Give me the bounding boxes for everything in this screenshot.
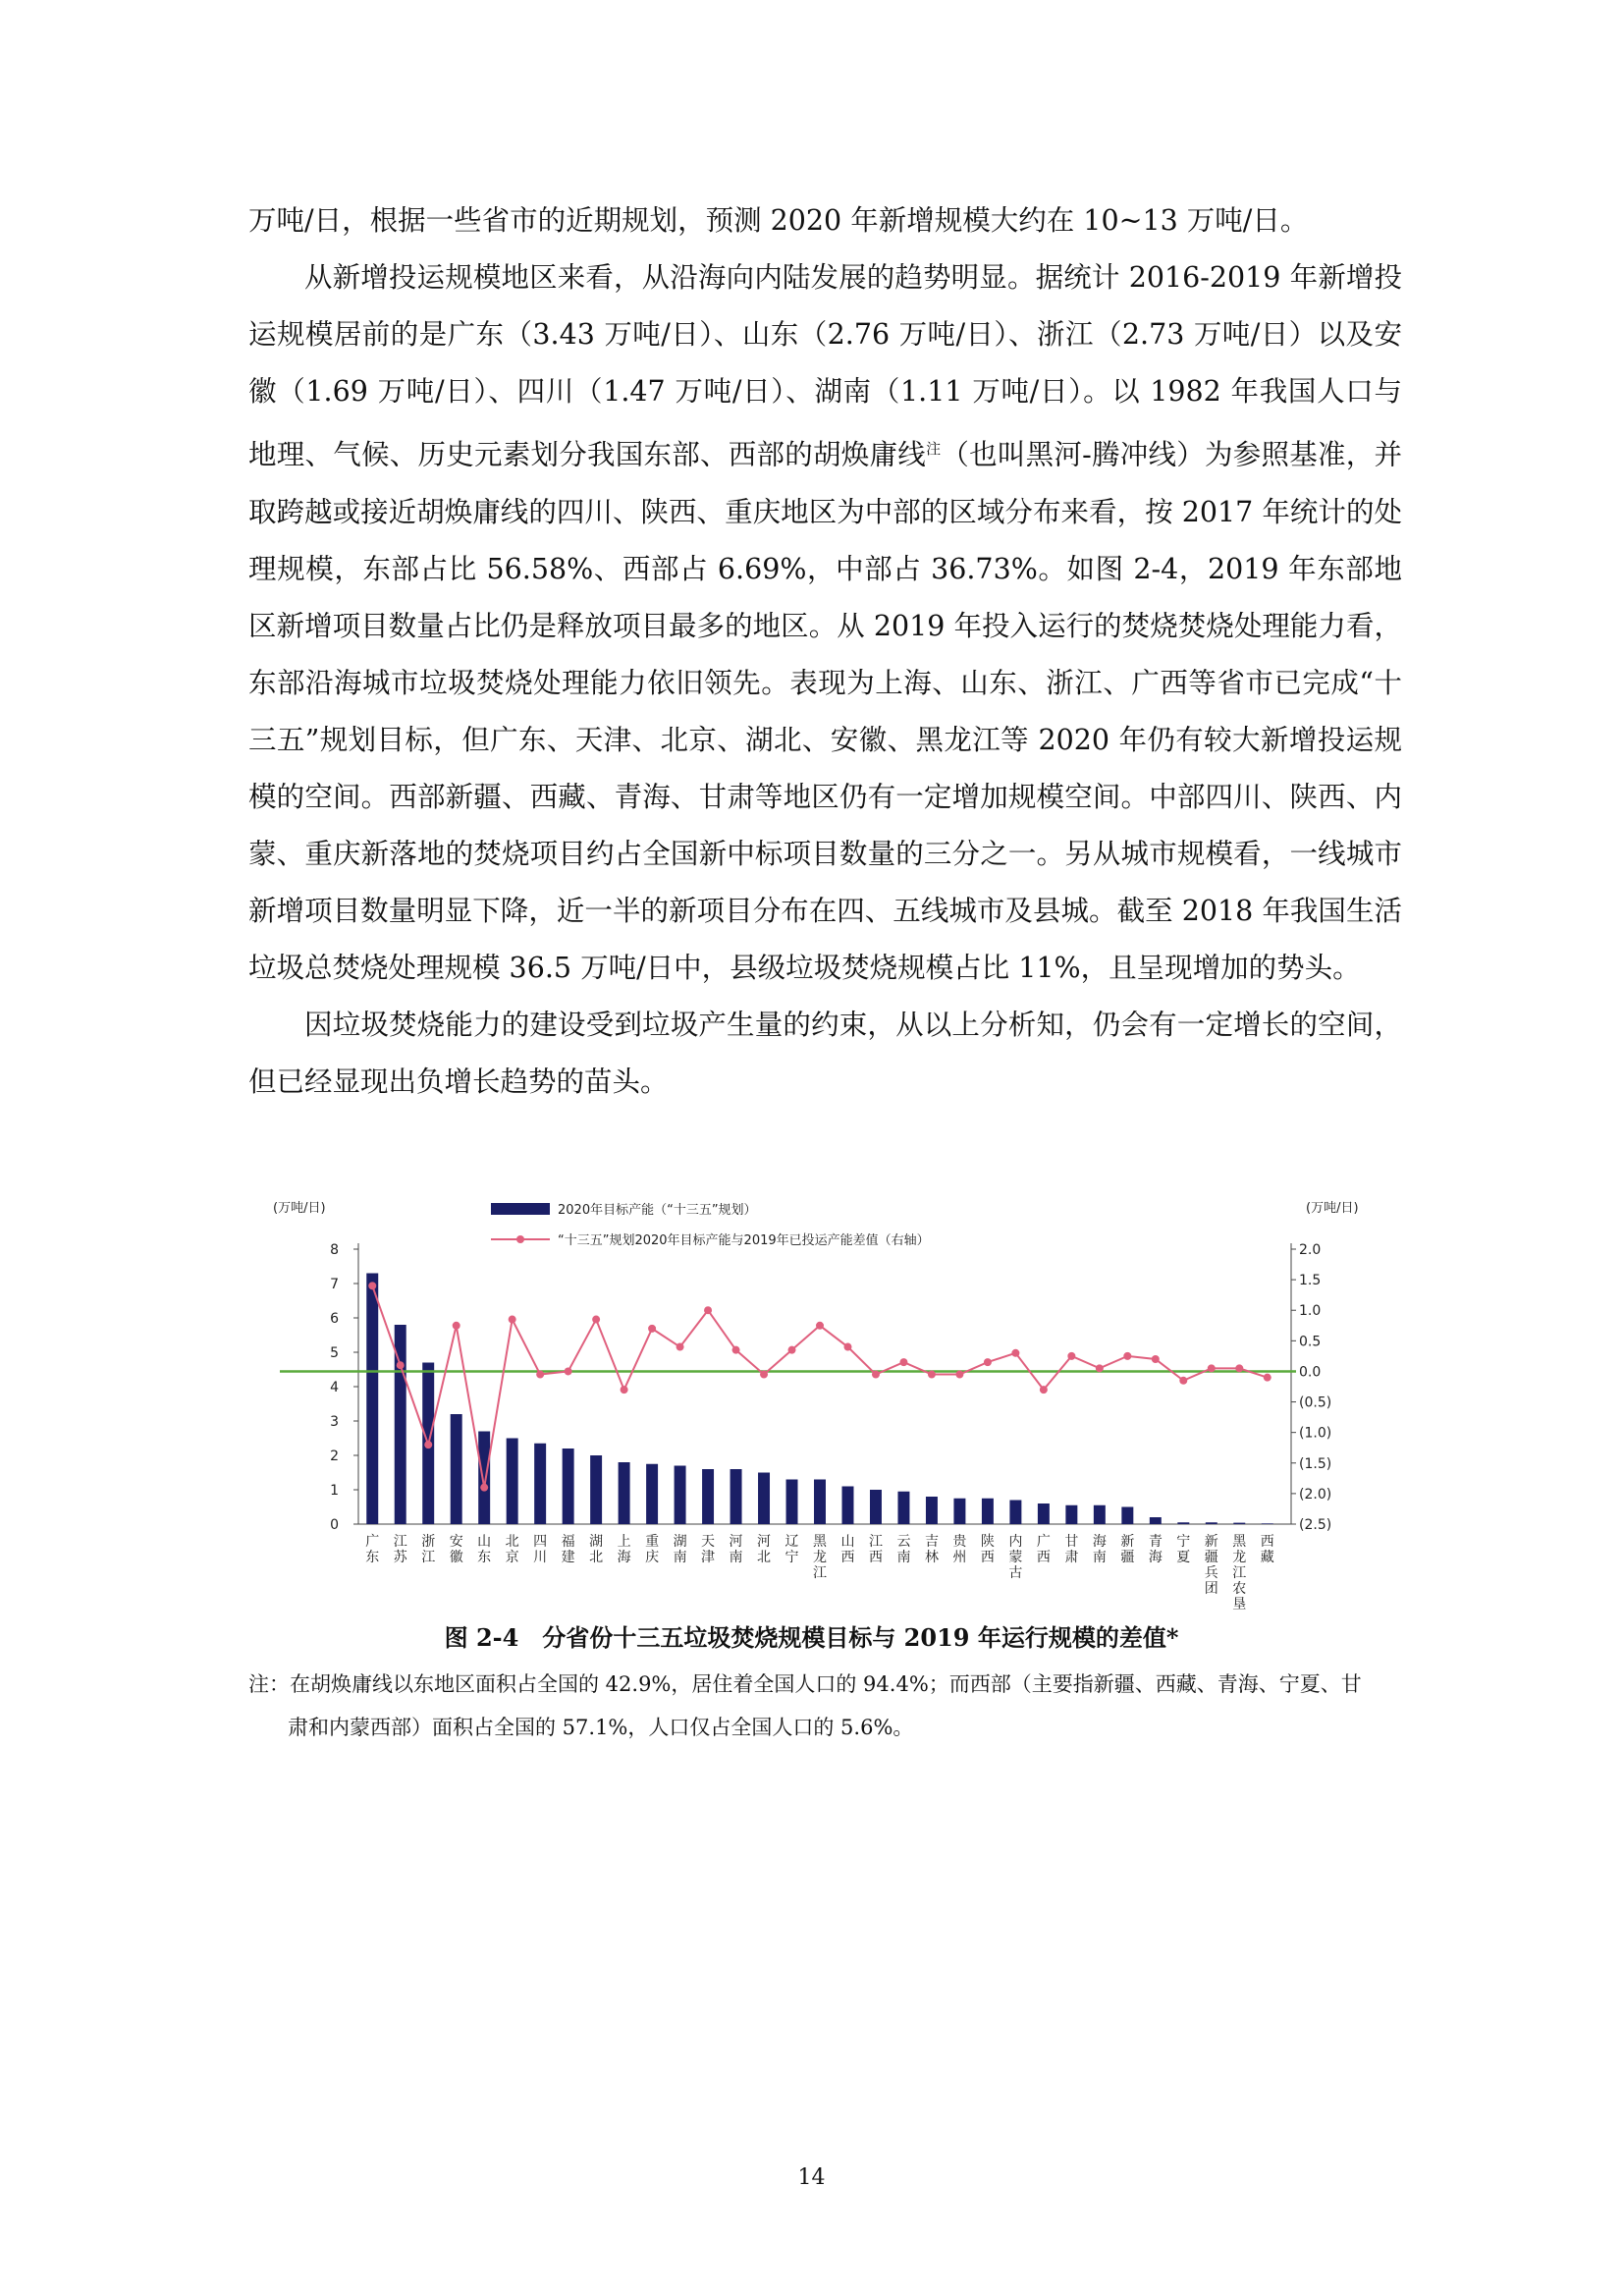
right-tick-label: 2.0 — [1299, 1242, 1322, 1258]
left-tick-label: 5 — [330, 1345, 339, 1361]
category-label: 青海 — [1148, 1534, 1163, 1565]
right-tick-label: (1.0) — [1299, 1425, 1332, 1442]
line-point — [732, 1346, 740, 1354]
line-point — [899, 1358, 907, 1366]
category-label: 浙江 — [421, 1534, 436, 1565]
bar — [1009, 1501, 1021, 1525]
bar — [1262, 1523, 1273, 1524]
category-label: 重庆 — [645, 1534, 660, 1565]
figure-caption: 图 2-4 分省份十三五垃圾焚烧规模目标与 2019 年运行规模的差值* — [444, 1623, 1179, 1652]
bar — [590, 1455, 602, 1524]
right-tick-label: (0.5) — [1299, 1394, 1332, 1411]
line-point — [453, 1322, 460, 1330]
category-label: 湖北 — [589, 1534, 604, 1565]
bar — [1121, 1507, 1133, 1525]
page-number: 14 — [797, 2165, 826, 2190]
left-axis-unit: (万吨/日) — [273, 1201, 326, 1216]
left-tick-label: 7 — [330, 1277, 339, 1292]
line-point — [621, 1386, 628, 1394]
line-point — [1235, 1364, 1243, 1372]
line-point — [676, 1343, 684, 1351]
legend-line-marker — [516, 1235, 524, 1243]
line-point — [592, 1316, 600, 1324]
category-label: 吉林 — [924, 1534, 939, 1565]
bar — [507, 1439, 518, 1525]
legend-bar-label: 2020年目标产能（“十三五”规划） — [558, 1203, 757, 1218]
right-tick-label: 1.0 — [1299, 1303, 1322, 1320]
bar — [1177, 1522, 1189, 1524]
category-label: 上海 — [617, 1534, 631, 1565]
left-tick-label: 6 — [330, 1311, 339, 1327]
bar — [702, 1469, 714, 1524]
paragraph-2 — [248, 249, 1402, 997]
bar — [870, 1490, 882, 1524]
bar-line-chart — [265, 1190, 1384, 1613]
category-label: 湖南 — [673, 1534, 687, 1565]
category-label: 新疆 — [1120, 1534, 1135, 1565]
line-point — [536, 1371, 544, 1379]
line-point — [872, 1371, 880, 1379]
line-point — [424, 1441, 432, 1449]
left-tick-label: 4 — [330, 1380, 339, 1395]
line-point — [843, 1343, 851, 1351]
bar — [366, 1274, 378, 1525]
category-label: 天津 — [701, 1534, 716, 1565]
right-tick-label: (1.5) — [1299, 1455, 1332, 1472]
bar — [619, 1462, 630, 1524]
category-label: 北京 — [505, 1534, 519, 1565]
category-label: 新疆兵团 — [1204, 1534, 1218, 1597]
category-label: 河北 — [757, 1534, 772, 1565]
line-point — [1152, 1355, 1160, 1363]
category-label: 四川 — [533, 1534, 548, 1565]
bar — [730, 1469, 742, 1524]
right-tick-label: (2.5) — [1299, 1517, 1332, 1533]
line-point — [704, 1306, 712, 1314]
footnote-line-1: 注：在胡焕庸线以东地区面积占全国的 42.9%，居住着全国人口的 94.4%；而西部（主要指新疆、西藏、青海、宁夏、甘 — [248, 1672, 1362, 1696]
bar — [982, 1499, 994, 1524]
bar — [786, 1480, 798, 1525]
line-point — [1264, 1374, 1271, 1382]
line-point — [1067, 1352, 1075, 1360]
category-label: 陕西 — [980, 1534, 995, 1565]
category-label: 甘肃 — [1064, 1534, 1079, 1565]
paragraph-3: 因垃圾焚烧能力的建设受到垃圾产生量的约束，从以上分析知，仍会有一定增长的空间，但已经显现出负增长趋势的苗头。 — [248, 1008, 1402, 1098]
category-label: 福建 — [561, 1534, 575, 1565]
footnote-marker: 注 — [926, 440, 942, 458]
bar — [534, 1444, 546, 1524]
bar — [897, 1492, 909, 1524]
left-tick-label: 3 — [330, 1414, 339, 1430]
left-tick-label: 8 — [330, 1242, 339, 1258]
category-label: 安徽 — [449, 1534, 463, 1565]
category-label: 江苏 — [393, 1534, 407, 1565]
footnote — [248, 1663, 1402, 1749]
category-label: 山西 — [840, 1534, 855, 1565]
line-point — [368, 1282, 376, 1289]
category-label: 广东 — [365, 1534, 380, 1565]
category-label: 辽宁 — [784, 1534, 799, 1565]
right-tick-label: 0.0 — [1299, 1364, 1322, 1381]
line-point — [509, 1316, 516, 1324]
line-point — [565, 1367, 572, 1375]
category-label: 西藏 — [1260, 1534, 1274, 1565]
bar — [1233, 1523, 1245, 1524]
category-label: 内蒙古 — [1008, 1534, 1023, 1581]
line-point — [760, 1371, 768, 1379]
paragraph-1: 万吨/日，根据一些省市的近期规划，预测 2020 年新增规模大约在 10~13 万吨/日。 — [248, 204, 1309, 237]
line-point — [788, 1346, 796, 1354]
bar — [758, 1473, 770, 1525]
line-point — [480, 1484, 488, 1492]
line-point — [397, 1361, 405, 1369]
category-label: 河南 — [729, 1534, 743, 1565]
bar — [646, 1464, 658, 1524]
bar — [953, 1499, 965, 1524]
bar — [842, 1487, 854, 1525]
footnote-line-2: 肃和内蒙西部）面积占全国的 57.1%，人口仅占全国人口的 5.6%。 — [288, 1716, 914, 1739]
left-tick-label: 1 — [330, 1483, 339, 1499]
category-label: 广西 — [1036, 1534, 1051, 1565]
line-point — [1123, 1352, 1131, 1360]
left-tick-label: 2 — [330, 1449, 339, 1464]
bar — [1206, 1522, 1217, 1524]
bar — [1094, 1505, 1106, 1524]
bar — [1150, 1517, 1162, 1524]
bar — [1038, 1503, 1050, 1524]
right-tick-label: (2.0) — [1299, 1486, 1332, 1503]
right-tick-label: 1.5 — [1299, 1273, 1322, 1289]
bar — [563, 1449, 574, 1524]
line-point — [1179, 1377, 1187, 1385]
line-point — [1096, 1364, 1104, 1372]
line-point — [648, 1325, 656, 1333]
category-label: 云南 — [896, 1534, 911, 1565]
category-label: 江西 — [868, 1534, 883, 1565]
line-point — [928, 1371, 936, 1379]
line-point — [1208, 1364, 1216, 1372]
category-label: 贵州 — [952, 1534, 967, 1565]
right-tick-label: 0.5 — [1299, 1334, 1322, 1350]
right-axis-unit: (万吨/日) — [1306, 1201, 1359, 1216]
line-point — [1040, 1386, 1048, 1394]
category-label: 黑龙江 — [813, 1534, 827, 1581]
line-point — [955, 1371, 963, 1379]
legend-bar-swatch — [491, 1203, 550, 1215]
line-point — [1011, 1349, 1019, 1357]
line-point — [816, 1322, 824, 1330]
category-label: 宁夏 — [1176, 1534, 1191, 1565]
bar — [675, 1466, 686, 1525]
line-point — [984, 1358, 992, 1366]
paragraph-2-part-2: （也叫黑河-腾冲线）为参照基准，并取跨越或接近胡焕庸线的四川、陕西、重庆地区为中部的区域分布来看，按 2017 年统计的处理规模，东部占比 56.58%、西部占 6.69%，中部占 36.73%。如图 2-4，2019 年东部地区新增项目数量占比仍是释放项目最多的地区。从 2019 年投入运行的焚烧焚烧处理能力看，东部沿海城市垃圾焚烧处理能力依旧领先。表现为上海、山东、浙江、广西等省市已完成“十三五”规划目标，但广东、天津、北京、湖北、安徽、黑龙江等 2020 年仍有较大新增投运规模的空间。西部新疆、西藏、青海、甘肃等地区仍有一定增加规模空间。中部四川、陕西、内蒙、重庆新落地的焚烧项目约占全国新中标项目数量的三分之一。另从城市规模看，一线城市新增项目数量明显下降，近一半的新项目分布在四、五线城市及县城。截至 2018 年我国生活垃圾总焚烧处理规模 36.5 万吨/日中，县级垃圾焚烧规模占比 11%，且呈现增加的势头。 — [248, 438, 1402, 984]
category-label: 黑龙江农垦 — [1232, 1534, 1247, 1613]
body-text — [248, 192, 1402, 1111]
left-tick-label: 0 — [330, 1517, 339, 1533]
category-label: 海南 — [1092, 1534, 1107, 1565]
bar — [451, 1414, 462, 1524]
paragraph-2-part-1: 从新增投运规模地区来看，从沿海向内陆发展的趋势明显。据统计 2016-2019 年新增投运规模居前的是广东（3.43 万吨/日）、山东（2.76 万吨/日）、浙江（2.73 万吨/日）以及安徽（1.69 万吨/日）、四川（1.47 万吨/日）、湖南（1.11 万吨/日）。以 1982 年我国人口与地理、气候、历史元素划分我国东部、西部的胡焕庸线 — [248, 261, 1402, 471]
bar — [926, 1497, 938, 1524]
category-label: 山东 — [477, 1534, 492, 1565]
chart-figure — [265, 1190, 1384, 1613]
bar — [1065, 1505, 1077, 1524]
legend-line-label: “十三五”规划2020年目标产能与2019年已投运产能差值（右轴） — [558, 1233, 930, 1248]
bar — [814, 1480, 826, 1525]
bar — [478, 1432, 490, 1525]
